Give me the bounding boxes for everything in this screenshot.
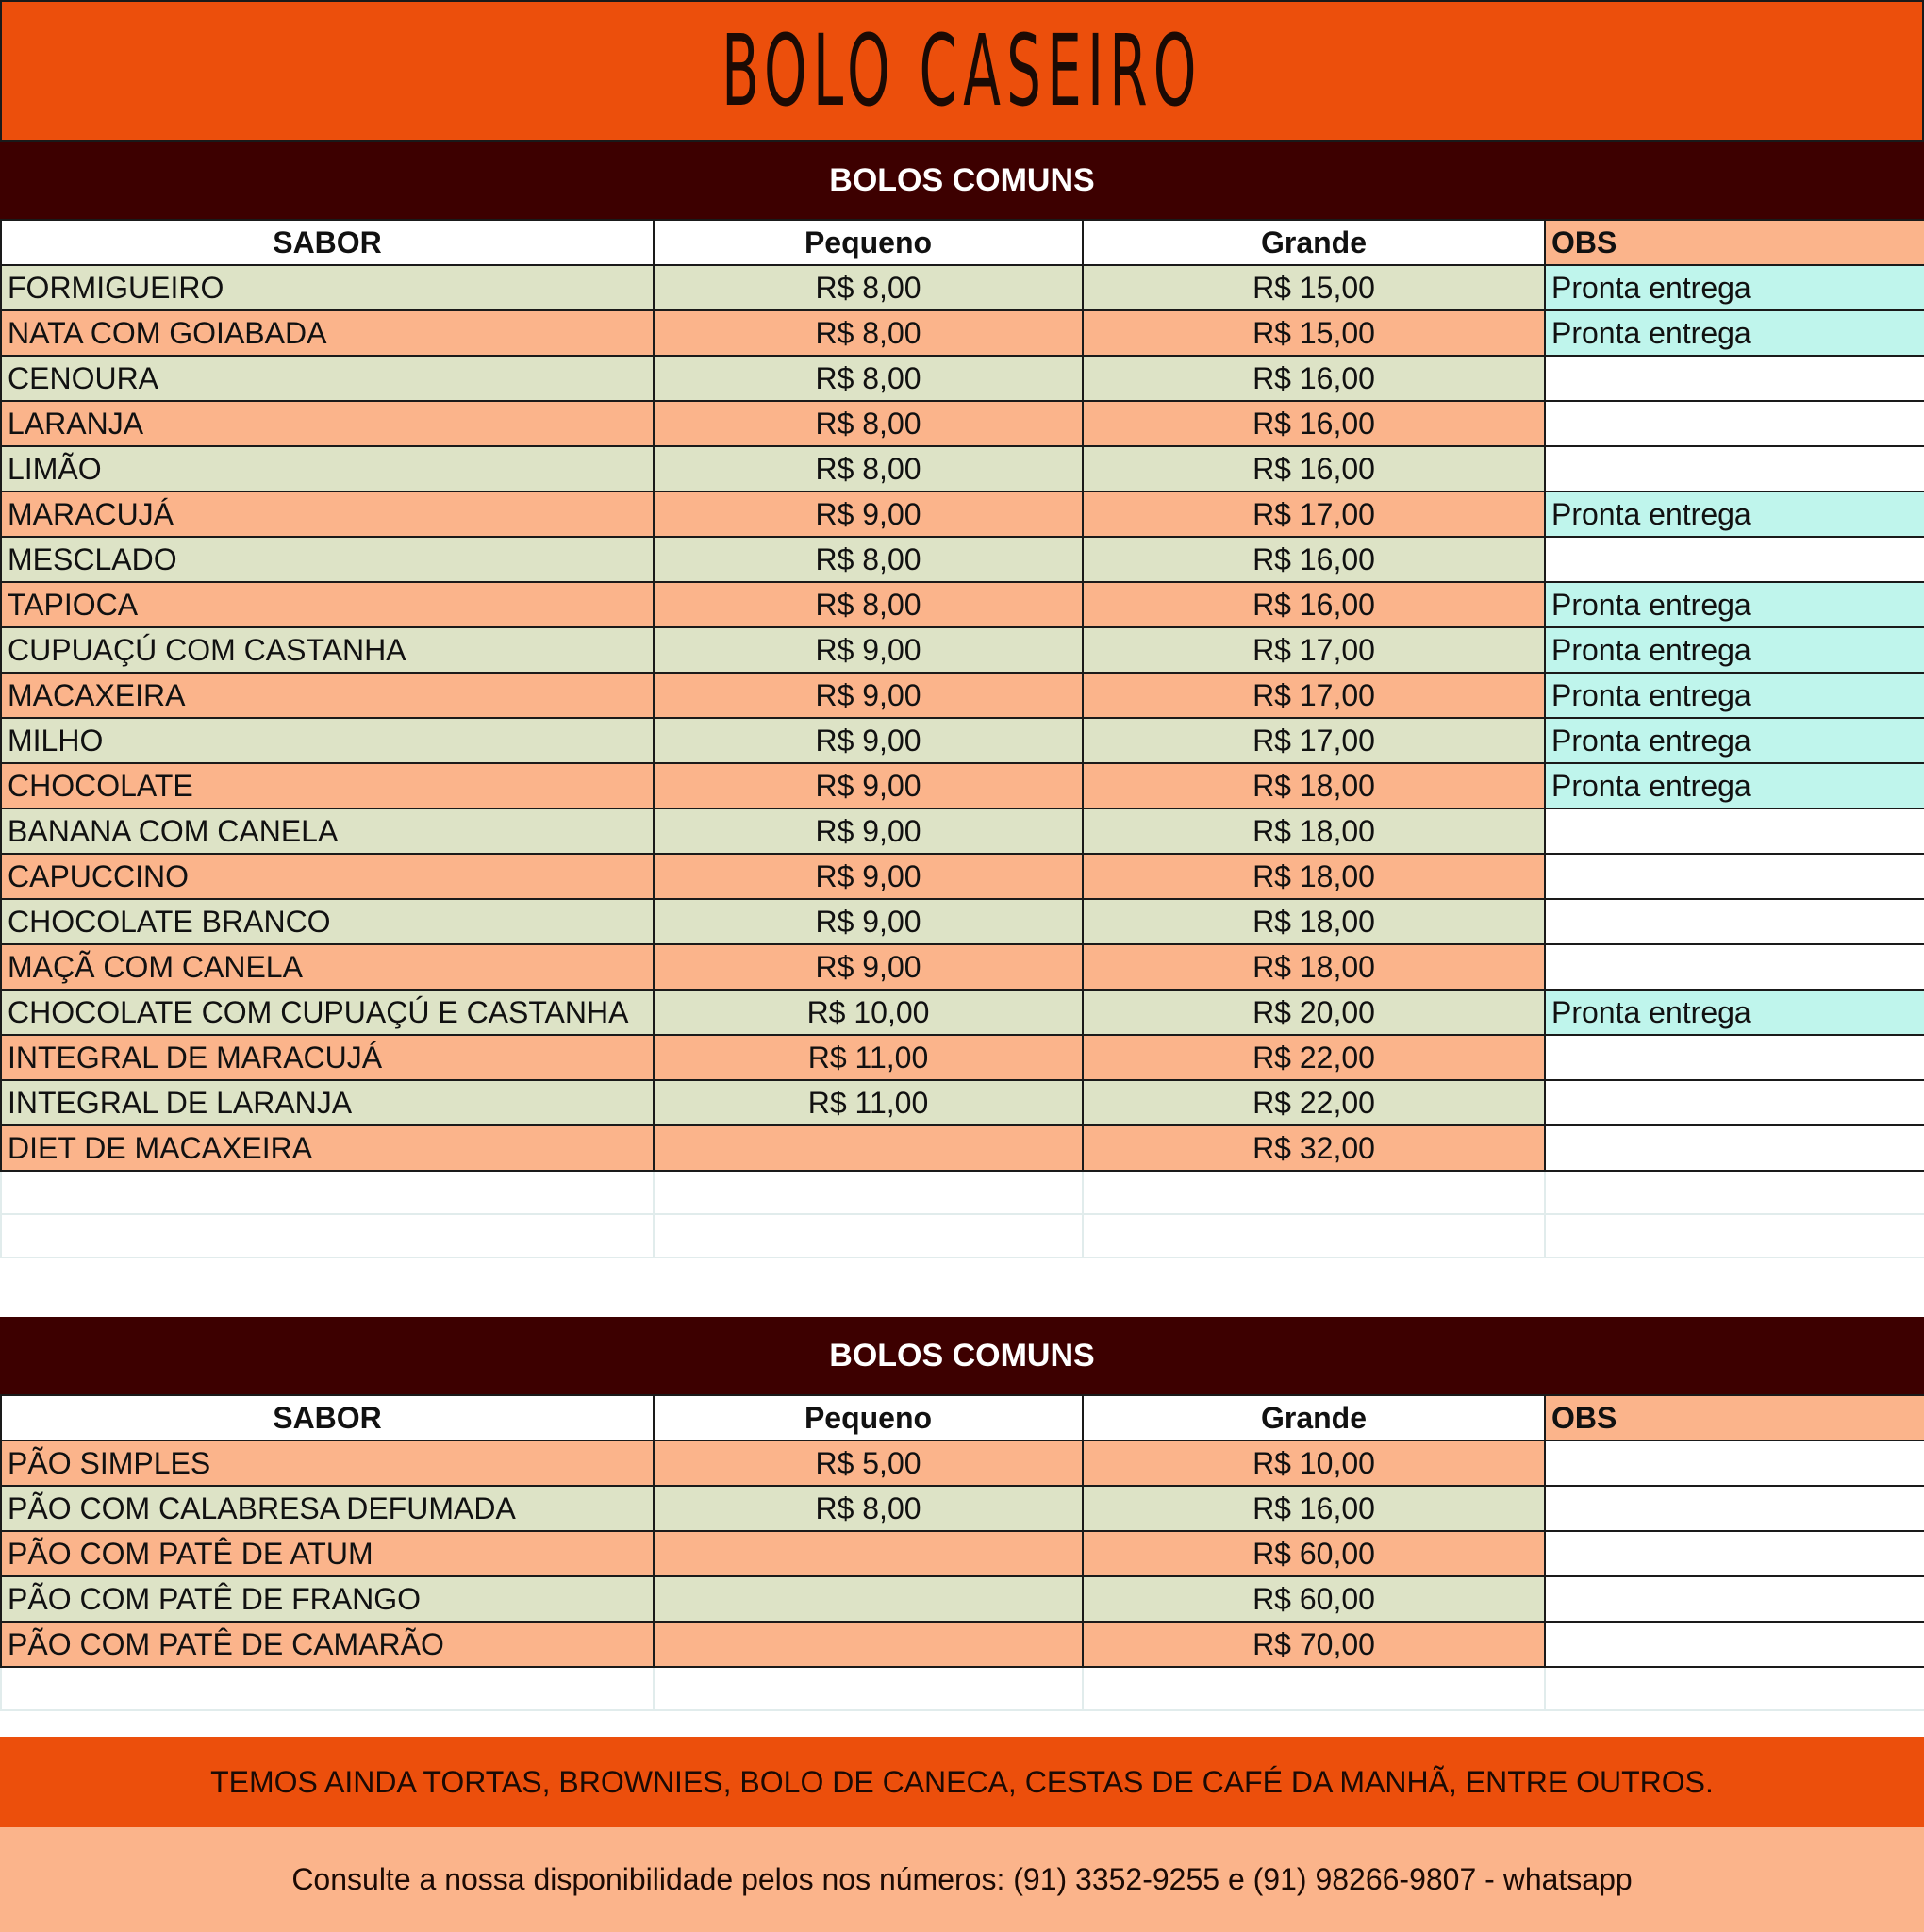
cell-grande: R$ 18,00 — [1083, 944, 1545, 990]
empty-cell — [654, 1171, 1083, 1214]
cell-sabor: MACAXEIRA — [1, 673, 654, 718]
table-row — [1, 1441, 1924, 1486]
cell-obs — [1545, 899, 1924, 944]
title-banner — [0, 0, 1924, 142]
cell-grande: R$ 17,00 — [1083, 673, 1545, 718]
cell-sabor: CUPUAÇÚ COM CASTANHA — [1, 627, 654, 673]
cell-obs: Pronta entrega — [1545, 627, 1924, 673]
cell-obs: Pronta entrega — [1545, 763, 1924, 808]
cell-grande: R$ 18,00 — [1083, 763, 1545, 808]
cell-pequeno: R$ 9,00 — [654, 899, 1083, 944]
cell-obs — [1545, 1576, 1924, 1622]
cell-grande: R$ 16,00 — [1083, 446, 1545, 491]
cell-grande: R$ 20,00 — [1083, 990, 1545, 1035]
cell-grande: R$ 18,00 — [1083, 808, 1545, 854]
column-header-obs: OBS — [1545, 220, 1924, 265]
cell-grande: R$ 16,00 — [1083, 356, 1545, 401]
table-row — [1, 491, 1924, 537]
cell-obs — [1545, 944, 1924, 990]
price-table-1 — [0, 219, 1924, 1258]
cell-obs: Pronta entrega — [1545, 265, 1924, 310]
cell-grande: R$ 10,00 — [1083, 1441, 1545, 1486]
cell-sabor: CENOURA — [1, 356, 654, 401]
cell-sabor: CHOCOLATE COM CUPUAÇÚ E CASTANHA — [1, 990, 654, 1035]
cell-sabor: CHOCOLATE BRANCO — [1, 899, 654, 944]
cell-grande: R$ 32,00 — [1083, 1125, 1545, 1171]
empty-cell — [1, 1214, 654, 1257]
cell-pequeno — [654, 1576, 1083, 1622]
footer-extra-products: TEMOS AINDA TORTAS, BROWNIES, BOLO DE CANECA, CESTAS DE CAFÉ DA MANHÃ, ENTRE OUTROS. — [0, 1737, 1924, 1827]
table-row — [1, 265, 1924, 310]
table-row — [1, 356, 1924, 401]
cell-obs — [1545, 537, 1924, 582]
cell-sabor: CAPUCCINO — [1, 854, 654, 899]
empty-row — [1, 1667, 1924, 1710]
cell-pequeno: R$ 11,00 — [654, 1035, 1083, 1080]
cell-obs: Pronta entrega — [1545, 310, 1924, 356]
cell-obs: Pronta entrega — [1545, 582, 1924, 627]
cell-obs: Pronta entrega — [1545, 491, 1924, 537]
cell-sabor: LARANJA — [1, 401, 654, 446]
cell-sabor: PÃO SIMPLES — [1, 1441, 654, 1486]
empty-row — [1, 1171, 1924, 1214]
cell-pequeno: R$ 8,00 — [654, 265, 1083, 310]
cell-grande: R$ 17,00 — [1083, 627, 1545, 673]
cell-pequeno: R$ 5,00 — [654, 1441, 1083, 1486]
cell-pequeno — [654, 1125, 1083, 1171]
cell-obs — [1545, 1441, 1924, 1486]
cell-sabor: MESCLADO — [1, 537, 654, 582]
cell-obs — [1545, 1125, 1924, 1171]
table-row — [1, 1576, 1924, 1622]
cell-pequeno: R$ 11,00 — [654, 1080, 1083, 1125]
table-row — [1, 1080, 1924, 1125]
cell-grande: R$ 22,00 — [1083, 1035, 1545, 1080]
cell-sabor: LIMÃO — [1, 446, 654, 491]
table-row — [1, 1622, 1924, 1667]
empty-cell — [1083, 1667, 1545, 1710]
cell-obs — [1545, 854, 1924, 899]
cell-pequeno: R$ 9,00 — [654, 673, 1083, 718]
cell-sabor: MARACUJÁ — [1, 491, 654, 537]
cell-obs — [1545, 356, 1924, 401]
section-2-heading: BOLOS COMUNS — [0, 1317, 1924, 1394]
cell-obs — [1545, 1486, 1924, 1531]
cell-pequeno: R$ 9,00 — [654, 944, 1083, 990]
empty-row — [1, 1214, 1924, 1257]
cell-obs — [1545, 808, 1924, 854]
cell-obs — [1545, 1035, 1924, 1080]
cell-pequeno: R$ 8,00 — [654, 401, 1083, 446]
cell-pequeno: R$ 9,00 — [654, 718, 1083, 763]
column-header-grande: Grande — [1083, 220, 1545, 265]
cell-sabor: PÃO COM PATÊ DE ATUM — [1, 1531, 654, 1576]
table-row — [1, 718, 1924, 763]
empty-cell — [1, 1667, 654, 1710]
cell-grande: R$ 70,00 — [1083, 1622, 1545, 1667]
empty-cell — [1545, 1667, 1924, 1710]
cell-pequeno: R$ 8,00 — [654, 310, 1083, 356]
table-row — [1, 990, 1924, 1035]
cell-sabor: INTEGRAL DE LARANJA — [1, 1080, 654, 1125]
cell-pequeno — [654, 1531, 1083, 1576]
column-header-pequeno: Pequeno — [654, 1395, 1083, 1441]
cell-obs: Pronta entrega — [1545, 990, 1924, 1035]
cell-sabor: PÃO COM PATÊ DE CAMARÃO — [1, 1622, 654, 1667]
cell-grande: R$ 16,00 — [1083, 401, 1545, 446]
cell-sabor: MAÇÃ COM CANELA — [1, 944, 654, 990]
empty-cell — [654, 1214, 1083, 1257]
cell-sabor: FORMIGUEIRO — [1, 265, 654, 310]
empty-cell — [1, 1171, 654, 1214]
cell-pequeno: R$ 9,00 — [654, 627, 1083, 673]
table-row — [1, 310, 1924, 356]
table-row — [1, 808, 1924, 854]
cell-sabor: PÃO COM CALABRESA DEFUMADA — [1, 1486, 654, 1531]
page-title: BOLO CASEIRO — [722, 13, 1202, 128]
cell-obs — [1545, 446, 1924, 491]
column-header-obs: OBS — [1545, 1395, 1924, 1441]
cell-pequeno: R$ 9,00 — [654, 491, 1083, 537]
column-header-sabor: SABOR — [1, 1395, 654, 1441]
cell-obs: Pronta entrega — [1545, 673, 1924, 718]
cell-grande: R$ 60,00 — [1083, 1531, 1545, 1576]
cell-grande: R$ 22,00 — [1083, 1080, 1545, 1125]
empty-cell — [1545, 1214, 1924, 1257]
table-header-row — [1, 220, 1924, 265]
cell-pequeno: R$ 10,00 — [654, 990, 1083, 1035]
cell-obs — [1545, 1531, 1924, 1576]
table-row — [1, 854, 1924, 899]
column-header-pequeno: Pequeno — [654, 220, 1083, 265]
cell-obs — [1545, 1080, 1924, 1125]
cell-sabor: DIET DE MACAXEIRA — [1, 1125, 654, 1171]
cell-sabor: PÃO COM PATÊ DE FRANGO — [1, 1576, 654, 1622]
cell-grande: R$ 17,00 — [1083, 718, 1545, 763]
table-row — [1, 1531, 1924, 1576]
cell-grande: R$ 18,00 — [1083, 899, 1545, 944]
price-table-2 — [0, 1394, 1924, 1711]
table-row — [1, 899, 1924, 944]
table-row — [1, 944, 1924, 990]
cell-grande: R$ 60,00 — [1083, 1576, 1545, 1622]
table-row — [1, 582, 1924, 627]
cell-sabor: INTEGRAL DE MARACUJÁ — [1, 1035, 654, 1080]
cell-obs — [1545, 401, 1924, 446]
cell-sabor: MILHO — [1, 718, 654, 763]
cell-pequeno: R$ 8,00 — [654, 1486, 1083, 1531]
table-row — [1, 673, 1924, 718]
empty-cell — [1545, 1171, 1924, 1214]
table-row — [1, 1125, 1924, 1171]
cell-pequeno: R$ 9,00 — [654, 808, 1083, 854]
table-row — [1, 1035, 1924, 1080]
cell-obs: Pronta entrega — [1545, 718, 1924, 763]
empty-cell — [1083, 1171, 1545, 1214]
cell-sabor: CHOCOLATE — [1, 763, 654, 808]
column-header-sabor: SABOR — [1, 220, 654, 265]
cell-grande: R$ 17,00 — [1083, 491, 1545, 537]
cell-sabor: NATA COM GOIABADA — [1, 310, 654, 356]
footer-contact: Consulte a nossa disponibilidade pelos nos números: (91) 3352-9255 e (91) 98266-9807 - whatsapp — [0, 1827, 1924, 1932]
empty-cell — [654, 1667, 1083, 1710]
table-row — [1, 537, 1924, 582]
column-header-grande: Grande — [1083, 1395, 1545, 1441]
cell-pequeno: R$ 8,00 — [654, 356, 1083, 401]
cell-pequeno — [654, 1622, 1083, 1667]
table-row — [1, 446, 1924, 491]
cell-grande: R$ 16,00 — [1083, 1486, 1545, 1531]
table-row — [1, 627, 1924, 673]
cell-pequeno: R$ 9,00 — [654, 763, 1083, 808]
cell-grande: R$ 16,00 — [1083, 537, 1545, 582]
cell-pequeno: R$ 8,00 — [654, 582, 1083, 627]
table-row — [1, 401, 1924, 446]
cell-pequeno: R$ 9,00 — [654, 854, 1083, 899]
cell-obs — [1545, 1622, 1924, 1667]
table-row — [1, 1486, 1924, 1531]
cell-pequeno: R$ 8,00 — [654, 446, 1083, 491]
table-header-row — [1, 1395, 1924, 1441]
table-row — [1, 763, 1924, 808]
section-1-heading: BOLOS COMUNS — [0, 142, 1924, 219]
cell-grande: R$ 18,00 — [1083, 854, 1545, 899]
cell-sabor: TAPIOCA — [1, 582, 654, 627]
cell-grande: R$ 16,00 — [1083, 582, 1545, 627]
cell-pequeno: R$ 8,00 — [654, 537, 1083, 582]
cell-grande: R$ 15,00 — [1083, 265, 1545, 310]
cell-grande: R$ 15,00 — [1083, 310, 1545, 356]
empty-cell — [1083, 1214, 1545, 1257]
cell-sabor: BANANA COM CANELA — [1, 808, 654, 854]
